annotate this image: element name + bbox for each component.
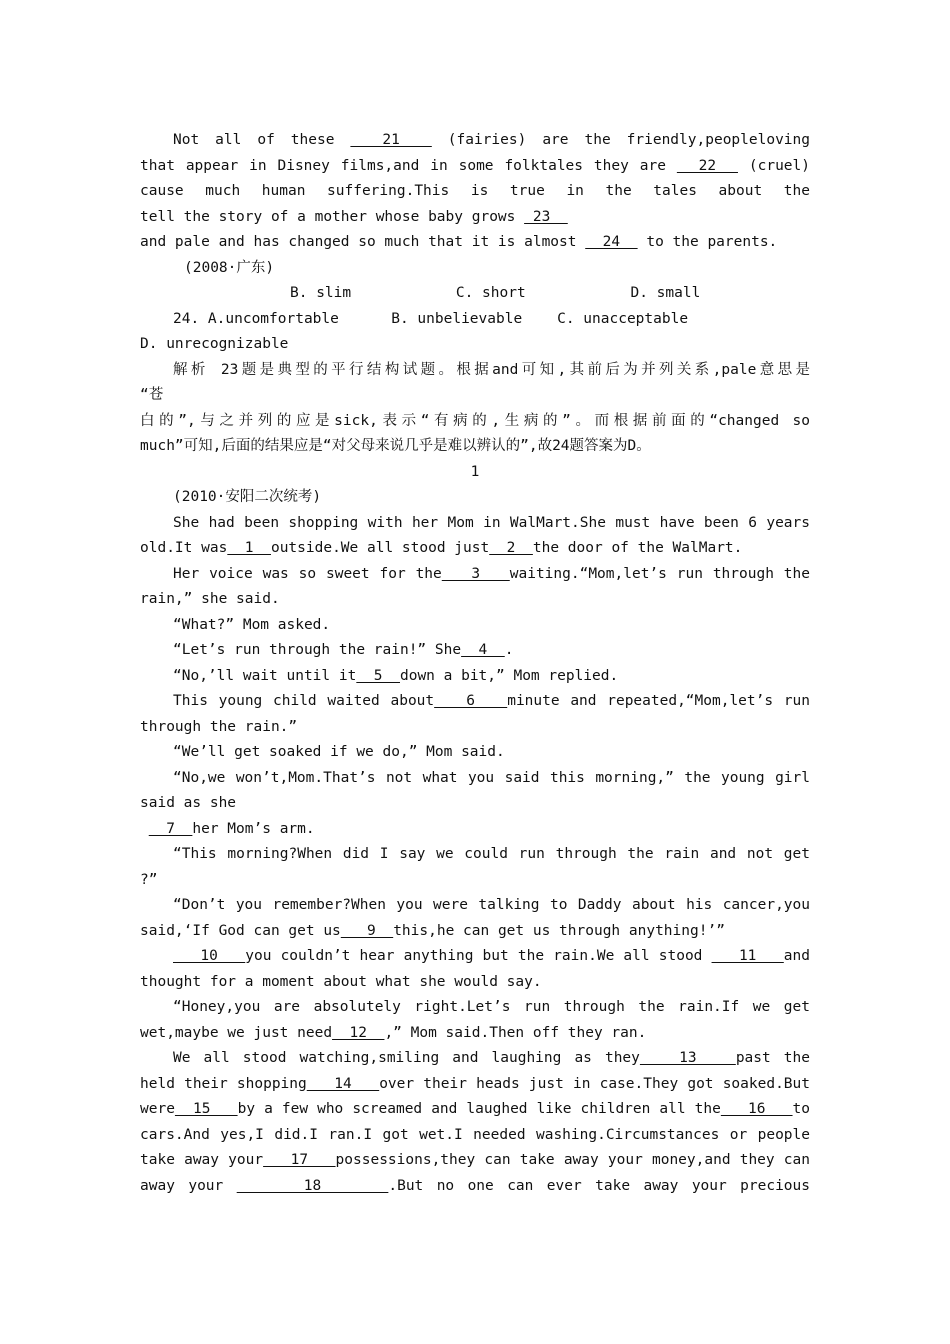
blank-21: 21 (350, 132, 432, 148)
passage2-line (140, 1021, 810, 1047)
text: “This morning?When did I say we could run through the rain and not get (173, 846, 810, 862)
text: said as she (140, 795, 237, 811)
passage2-line (140, 1174, 810, 1200)
analysis-line: “苍 (140, 387, 164, 403)
passage2-line (140, 562, 810, 588)
text: take away your (140, 1152, 264, 1168)
text: the door of the WalMart. (532, 540, 743, 556)
text: . (504, 642, 514, 658)
option-line: 24. A.uncomfortable B. unbelievable C. unacceptable (173, 310, 689, 327)
passage2-line (140, 791, 810, 817)
passage2-line (140, 944, 810, 970)
passage1-line (140, 154, 810, 180)
answer-blank: 17 (263, 1152, 336, 1168)
text: .But no one can ever take away your precious (388, 1177, 810, 1194)
text: away your (140, 1177, 237, 1194)
text: Her voice was so sweet for the (173, 565, 442, 582)
text: through the rain.” (140, 718, 298, 735)
passage1-line (140, 230, 810, 256)
passage2-line (140, 970, 810, 996)
text: She had been shopping with her Mom in WalMart.She must have been 6 years (173, 514, 810, 531)
passage2-line (140, 1046, 810, 1072)
passage2-line (140, 893, 810, 919)
text: wet,maybe we just need (140, 1024, 333, 1041)
text: said,‘If God can get us (140, 922, 341, 939)
text: thought for a moment about what she would say. (140, 973, 542, 990)
text: possessions,they can take away your money,and they can (335, 1152, 810, 1168)
text: outside.We all stood just (270, 540, 490, 556)
text: over their heads just in case.They got soaked.But (379, 1075, 810, 1092)
text: ,” Mom said.Then off they ran. (384, 1024, 647, 1041)
passage2-line (140, 1123, 810, 1149)
answer-blank: 1 (227, 540, 271, 556)
source-label: (2008·广东) (184, 259, 275, 276)
answer-blank: 3 (441, 565, 510, 582)
passage1-line (140, 128, 810, 154)
passage2-line (140, 868, 810, 894)
passage2-line (140, 995, 810, 1021)
text: “Honey,you are absolutely right.Let’s run through the rain.If we get (173, 999, 810, 1015)
passage2-line (140, 536, 810, 562)
text: this,he can get us through anything!’” (393, 922, 725, 939)
analysis-line: 解析 23题是典型的平行结构试题。根据and可知,其前后为并列关系,pale意思是 (173, 361, 810, 378)
text: and (783, 948, 810, 964)
passage2-line (140, 638, 810, 664)
text: minute and repeated,“Mom,let’s run (507, 693, 810, 709)
section-number: 1 (470, 463, 480, 480)
text: “What?” Mom asked. (173, 616, 331, 633)
passage2-line (140, 1072, 810, 1098)
text: We all stood watching,smiling and laughing as they (173, 1050, 640, 1066)
analysis-line: much”可知,后面的结果应是“对父母来说几乎是难以辨认的”,故24题答案为D。 (140, 438, 651, 454)
passage2-line (140, 715, 810, 741)
blank-24: 24 (585, 234, 638, 250)
passage2-line (140, 919, 810, 945)
text: rain,” she said. (140, 591, 280, 607)
text: and pale and has changed so much that it is almost (140, 234, 586, 250)
text: “No,we won’t,Mom.That’s not what you said this morning,” the young girl (173, 769, 810, 786)
text (140, 821, 149, 837)
answer-blank: 2 (489, 540, 533, 556)
answer-blank: 15 (174, 1101, 238, 1117)
answer-blank: 7 (148, 820, 193, 837)
text: down a bit,” Mom replied. (399, 667, 619, 684)
text: waiting.“Mom,let’s run through the (509, 565, 810, 582)
passage2-line (140, 740, 810, 766)
blank-22: 22 (676, 157, 738, 174)
text: (cruel) (748, 157, 810, 174)
passage2-line (140, 613, 810, 639)
answer-blank: 4 (461, 642, 505, 658)
answer-blank: 5 (356, 667, 400, 684)
text: to the parents. (637, 234, 778, 250)
text: held their shopping (140, 1075, 307, 1092)
passage2 (140, 511, 810, 1200)
document-page (140, 128, 810, 1199)
analysis-line: 白的”,与之并列的应是sick,表示“有病的,生病的”。而根据前面的“changed so (140, 412, 810, 429)
answer-blank: 14 (306, 1075, 380, 1092)
answer-blank: 13 (639, 1050, 736, 1066)
text: This young child waited about (173, 693, 435, 709)
passage2-line (140, 511, 810, 537)
text: you couldn’t hear anything but the rain.We all stood (245, 948, 712, 964)
source-label: (2010·安阳二次统考) (173, 489, 322, 505)
blank-23: 23 (524, 208, 568, 225)
answer-blank: 18 (236, 1177, 389, 1194)
text: “No,’ll wait until it (173, 667, 357, 684)
text: tell the story of a mother whose baby grows (140, 208, 525, 225)
text: were (140, 1101, 175, 1117)
text: “Don’t you remember?When you were talking to Daddy about his cancer,you (173, 897, 810, 913)
passage2-line (140, 1097, 810, 1123)
text: “Let’s run through the rain!” She (173, 642, 462, 658)
text: by a few who screamed and laughed like children all the (237, 1101, 721, 1117)
text: past the (735, 1050, 810, 1066)
passage2-line (140, 817, 810, 843)
answer-blank: 11 (711, 948, 784, 964)
text: that appear in Disney films,and in some folktales they are (140, 157, 677, 174)
text: cars.And yes,I did.I ran.I got wet.I needed washing.Circumstances or people (140, 1126, 810, 1143)
passage2-line (140, 842, 810, 868)
passage2-line (140, 689, 810, 715)
text: ?” (140, 871, 158, 888)
text: old.It was (140, 540, 228, 556)
answer-blank: 10 (173, 948, 246, 964)
text: “We’ll get soaked if we do,” Mom said. (173, 744, 505, 760)
answer-blank: 12 (332, 1024, 385, 1041)
text: her Mom’s arm. (192, 820, 315, 837)
answer-blank: 9 (340, 922, 394, 939)
answer-blank: 16 (720, 1101, 793, 1117)
passage1-line (140, 205, 810, 231)
text: to (792, 1101, 810, 1117)
passage2-line (140, 664, 810, 690)
passage1-line: cause much human suffering.This is true in the tales about the (140, 183, 810, 199)
passage2-line (140, 1148, 810, 1174)
option-line: B. slim C. short D. small (290, 285, 701, 301)
text: Not all of these (173, 132, 351, 148)
passage2-line (140, 766, 810, 792)
answer-blank: 6 (434, 693, 508, 709)
option-line: D. unrecognizable (140, 336, 289, 352)
passage2-line (140, 587, 810, 613)
text: (fairies) are the friendly,peopleloving (447, 132, 810, 148)
